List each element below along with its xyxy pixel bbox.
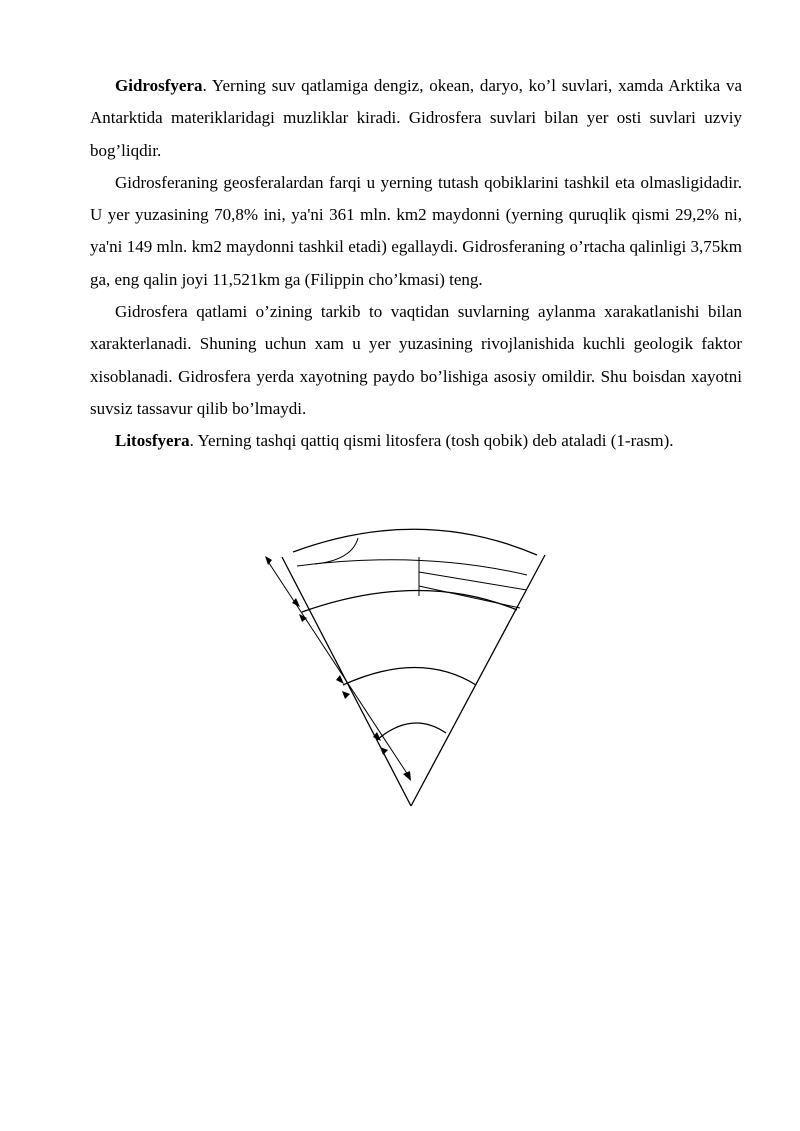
arrow-core-up — [380, 747, 388, 755]
term-litosfyera: Litosfyera — [115, 431, 190, 451]
term-gidrosfyera: Gidrosfyera — [115, 76, 203, 95]
paragraph-gidrosfyera — [90, 70, 742, 167]
paragraph-litosfyera — [90, 425, 742, 457]
earth-sector-diagram — [250, 520, 560, 820]
paragraph-text: . Yerning suv qatlamiga dengiz, okean, daryo, ko’l suvlari, xamda Arktika va Antarktida materiklaridagi muzliklar kiradi. Gidrosfera suvlari bilan yer osti suvlari uzviy bog’liqdir. — [90, 76, 742, 160]
surface-arc — [293, 529, 537, 555]
crust-boundary-arc — [302, 590, 517, 612]
arrow-top — [265, 556, 272, 565]
earth-layers-figure — [250, 520, 560, 820]
core-boundary-arc — [377, 723, 446, 740]
paragraph-gidrosfera-area — [90, 167, 742, 296]
arrow-bottom — [403, 771, 411, 781]
paragraph-text: Gidrosfera qatlami o’zining tarkib to vaqtidan suvlarning aylanma xarakatlanishi bilan xarakterlanadi. Shuning uchun xam u yer yuzasining rivojlanishida kuchli geologik faktor xisoblanadi. Gidrosfera yerda xayotning paydo bo’lishiga asosiy omildir. Shu boisdan xayotni suvsiz tassavur qilib bo’lmaydi. — [90, 302, 742, 418]
paragraph-gidrosfera-role — [90, 296, 742, 425]
paragraph-text: . Yerning tashqi qattiq qismi litosfera (tosh qobik) deb ataladi (1-rasm). — [189, 431, 674, 451]
dimension-line — [267, 560, 410, 778]
document-body — [90, 70, 742, 458]
sector-right-edge — [411, 555, 545, 806]
arrow-mantle-up — [342, 691, 350, 699]
layer-line-1 — [419, 572, 527, 590]
upper-layer-boundary — [297, 560, 527, 575]
notch-curve — [315, 538, 358, 564]
mantle-boundary-arc — [343, 668, 476, 686]
paragraph-text: Gidrosferaning geosferalardan farqi u yerning tutash qobiklarini tashkil eta olmasligidadir. U yer yuzasining 70,8% ini, ya'ni 361 mln. km2 maydonni (yerning quruqlik qismi 29,2% ni, ya'ni 149 mln. km2 maydonni tashkil etadi) egallaydi. Gidrosferaning o’rtacha qalinligi 3,75km ga, eng qalin joyi 11,521km ga (Filippin cho’kmasi) teng. — [90, 172, 742, 289]
